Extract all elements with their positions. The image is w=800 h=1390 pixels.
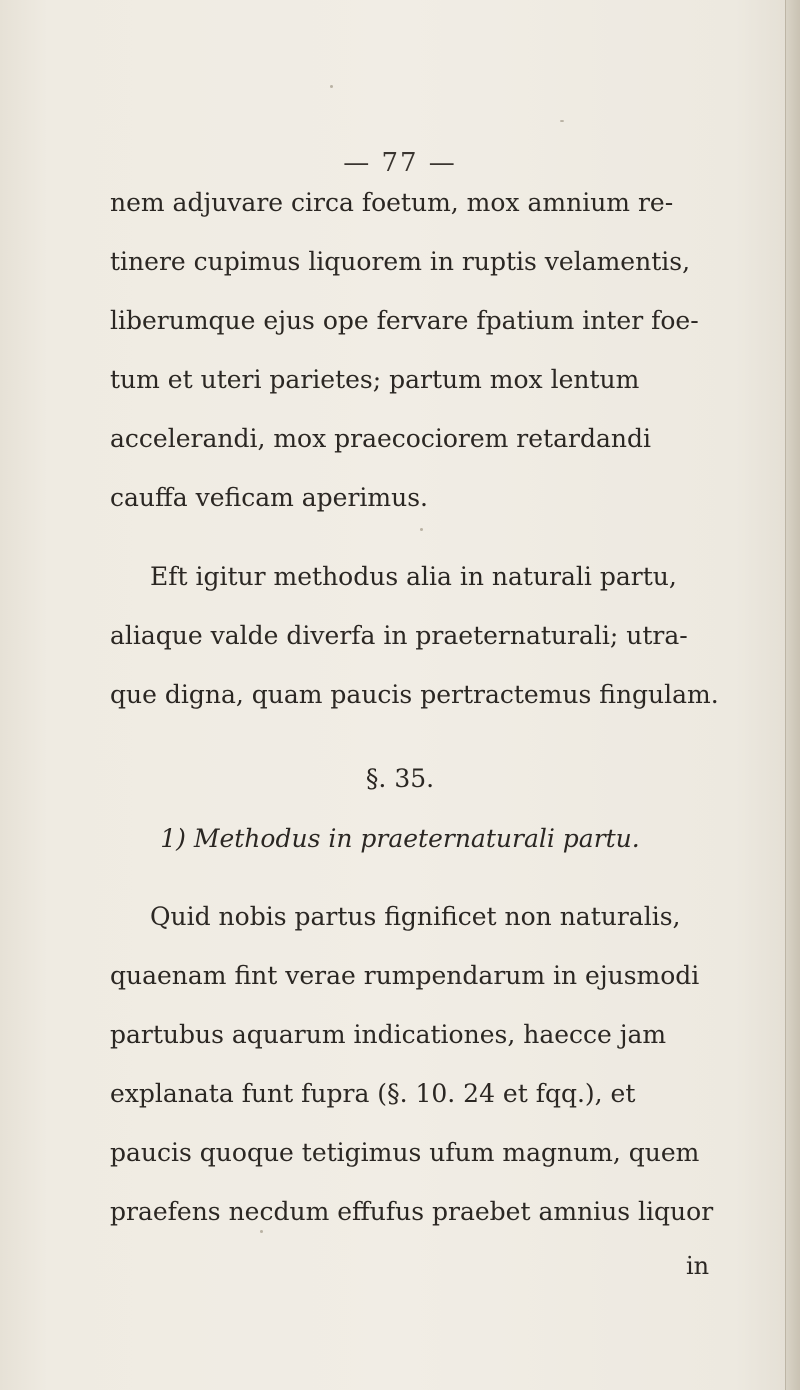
text-line: partubus aquarum indicationes, haecce jam [110, 1020, 667, 1049]
text-line: que digna, quam paucis pertractemus fingulam. [110, 680, 719, 709]
page-number-header: — 77 — [343, 148, 457, 178]
text-line: liberumque ejus ope fervare fpatium inter foe- [110, 306, 699, 335]
text-line: praefens necdum effufus praebet amnius liquor [110, 1197, 714, 1226]
paper-speck [330, 85, 333, 88]
paper-speck [560, 120, 564, 122]
text-line: explanata funt fupra (§. 10. 24 et fqq.), et [110, 1079, 636, 1108]
section-mark: §. 35. [365, 764, 435, 793]
text-line: quaenam fint verae rumpendarum in ejusmodi [110, 961, 700, 990]
text-line: nem adjuvare circa foetum, mox amnium re- [110, 188, 674, 217]
text-line: aliaque valde diverfa in praeternaturali; utra- [110, 621, 688, 650]
text-line: Quid nobis partus fignificet non naturalis, [150, 902, 681, 931]
text-line: tum et uteri parietes; partum mox lentum [110, 365, 640, 394]
catchword: in [686, 1252, 710, 1280]
text-line: tinere cupimus liquorem in ruptis velamentis, [110, 247, 691, 276]
text-line: cauffa veficam aperimus. [110, 483, 429, 512]
page-edge [785, 0, 800, 1390]
text-line: Eft igitur methodus alia in naturali partu, [150, 562, 677, 591]
text-line: accelerandi, mox praecociorem retardandi [110, 424, 651, 453]
text-line: paucis quoque tetigimus ufum magnum, quem [110, 1138, 700, 1167]
paper-speck [420, 528, 423, 531]
section-heading: 1) Methodus in praeternaturali partu. [160, 824, 640, 853]
paper-speck [260, 1230, 263, 1233]
